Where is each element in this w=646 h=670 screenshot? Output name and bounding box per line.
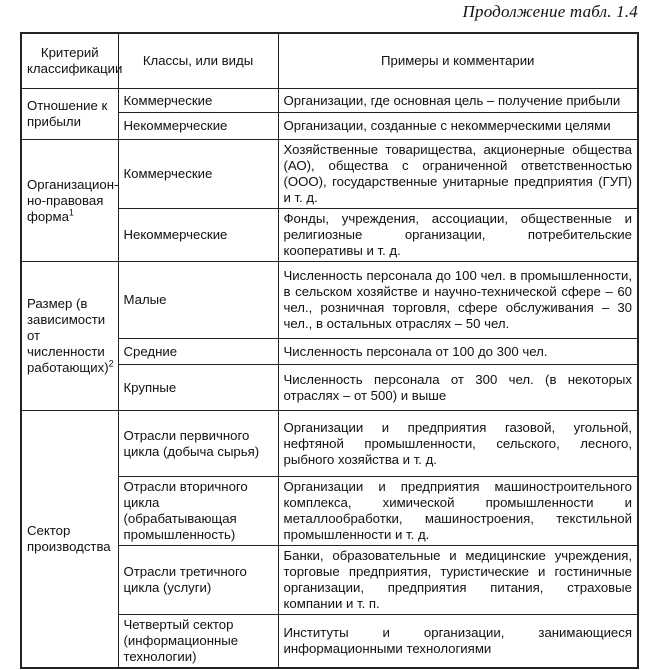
example-cell: Организации, созданные с некоммерческими целями <box>278 113 638 140</box>
class-cell: Малые <box>118 262 278 339</box>
class-cell: Коммерческие <box>118 140 278 209</box>
class-cell: Отрасли третичного цикла (услуги) <box>118 546 278 615</box>
table-caption: Продолжение табл. 1.4 <box>462 2 638 21</box>
class-cell: Средние <box>118 339 278 365</box>
header-row <box>21 33 638 89</box>
class-cell: Некоммерческие <box>118 209 278 262</box>
example-cell: Организации и предприятия газовой, угольной, нефтяной промышленности, сельского, лесного, рыбного хозяйства и т. д. <box>278 411 638 477</box>
table-row <box>21 411 638 477</box>
header-examples: Примеры и комментарии <box>278 33 638 89</box>
example-cell: Численность персонала от 100 до 300 чел. <box>278 339 638 365</box>
footnote-marker: 2 <box>108 358 114 369</box>
example-cell: Фонды, учреждения, ассоциации, общественные и религиозные организации, потребительские кооперативы и т. д. <box>278 209 638 262</box>
table-row <box>21 89 638 113</box>
example-cell: Институты и организации, занимающиеся информационными технологиями <box>278 615 638 669</box>
example-cell: Организации, где основная цель – получение прибыли <box>278 89 638 113</box>
example-cell: Организации и предприятия машиностроительного комплекса, химической промышленности и металлообработки, машиностроения, текстильной промышленности и т. д. <box>278 477 638 546</box>
class-cell: Коммерческие <box>118 89 278 113</box>
criterion-text: Сектор производства <box>27 523 111 554</box>
example-cell: Хозяйственные товарищества, акционерные общества (АО), общества с ограниченной ответственностью (ООО), государственные унитарные предприятия (ГУП) и т. д. <box>278 140 638 209</box>
criterion-text: Организацион-но-правовая форма <box>27 176 119 224</box>
criterion-cell <box>21 411 118 669</box>
classification-table <box>20 32 639 669</box>
criterion-cell <box>21 262 118 411</box>
criterion-text: Размер (в зависимости от численности работающих) <box>27 296 109 375</box>
example-cell: Численность персонала до 100 чел. в промышленности, в сельском хозяйстве и научно-технической сфере – 60 чел., розничная торговля, сфере обслуживания – 30 чел., в остальных отраслях – 50 чел. <box>278 262 638 339</box>
header-criterion: Критерий классификации <box>21 33 118 89</box>
class-cell: Четвертый сектор (информационные технологии) <box>118 615 278 669</box>
class-cell: Крупные <box>118 365 278 411</box>
criterion-cell <box>21 140 118 262</box>
example-cell: Банки, образовательные и медицинские учреждения, торговые предприятия, туристические и гостиничные организации, предприятия питания, страховые компании и т. п. <box>278 546 638 615</box>
table-row <box>21 262 638 339</box>
criterion-text: Отношение к прибыли <box>27 98 108 129</box>
class-cell: Отрасли первичного цикла (добыча сырья) <box>118 411 278 477</box>
class-cell: Некоммерческие <box>118 113 278 140</box>
criterion-cell <box>21 89 118 140</box>
table-row <box>21 140 638 209</box>
header-classes: Классы, или виды <box>118 33 278 89</box>
class-cell: Отрасли вторичного цикла (обрабатывающая промышленность) <box>118 477 278 546</box>
footnote-marker: 1 <box>68 207 74 218</box>
example-cell: Численность персонала от 300 чел. (в некоторых отраслях – от 500) и выше <box>278 365 638 411</box>
